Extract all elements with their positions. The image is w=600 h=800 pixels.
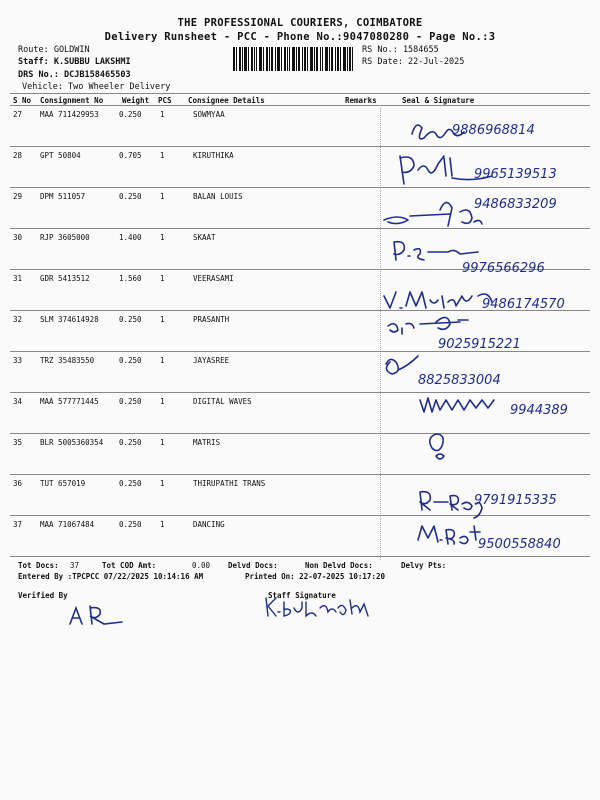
delvy-pts-label: Delvy Pts:	[401, 561, 447, 570]
row-consignee: BALAN LOUIS	[193, 192, 243, 201]
row-consignment: GDR 5413512	[40, 274, 90, 283]
col-weight: Weight	[122, 96, 150, 105]
row-weight: 0.250	[119, 110, 142, 119]
svg-text:9025915221: 9025915221	[438, 337, 521, 352]
row-sno: 28	[13, 151, 23, 160]
row-consignee: THIRUPATHI TRANS	[193, 479, 266, 488]
row-sno: 29	[13, 192, 23, 201]
verified-by-label: Verified By	[18, 591, 68, 600]
row-weight: 0.250	[119, 438, 142, 447]
vehicle-field: Vehicle: Two Wheeler Delivery	[22, 82, 171, 92]
row-sno: 34	[13, 397, 23, 406]
staff-signature-label: Staff Signature	[268, 591, 336, 600]
handwritten-signatures	[370, 100, 595, 560]
row-sno: 33	[13, 356, 23, 365]
row-weight: 1.560	[119, 274, 142, 283]
col-seal-signature: Seal & Signature	[402, 96, 475, 105]
drs-field: DRS No.: DCJB158465503	[18, 70, 131, 80]
row-pcs: 1	[160, 397, 165, 406]
row-consignment: RJP 3605000	[40, 233, 90, 242]
row-consignee: SOWMYAA	[193, 110, 225, 119]
staff-field: Staff: K.SUBBU LAKSHMI	[18, 57, 131, 67]
row-consignment: TUT 657019	[40, 479, 86, 488]
row-sno: 37	[13, 520, 23, 529]
row-pcs: 1	[160, 151, 165, 160]
row-consignee: PRASANTH	[193, 315, 230, 324]
tot-cod-value: 0.00	[192, 561, 211, 570]
barcode	[233, 47, 353, 71]
row-consignee: MATRIS	[193, 438, 221, 447]
row-consignee: KIRUTHIKA	[193, 151, 234, 160]
row-pcs: 1	[160, 356, 165, 365]
row-weight: 0.250	[119, 397, 142, 406]
row-sno: 35	[13, 438, 23, 447]
row-pcs: 1	[160, 192, 165, 201]
col-remarks: Remarks	[345, 96, 377, 105]
svg-text:9486833209: 9486833209	[474, 197, 557, 212]
row-consignment: SLM 374614928	[40, 315, 99, 324]
row-pcs: 1	[160, 274, 165, 283]
rs-no-field: RS No.: 1584655	[362, 45, 439, 55]
row-consignment: MAA 577771445	[40, 397, 99, 406]
svg-text:9944389: 9944389	[510, 403, 568, 418]
header-rule-top	[10, 93, 590, 94]
runsheet-subtitle: Delivery Runsheet - PCC - Phone No.:9047080280 - Page No.:3	[104, 31, 496, 43]
row-weight: 0.705	[119, 151, 142, 160]
col-pcs: PCS	[158, 96, 172, 105]
tot-docs-value: 37	[70, 561, 80, 570]
row-sno: 31	[13, 274, 23, 283]
row-weight: 0.250	[119, 192, 142, 201]
row-pcs: 1	[160, 479, 165, 488]
non-delvd-docs-label: Non Delvd Docs:	[305, 561, 373, 570]
row-sno: 27	[13, 110, 23, 119]
row-consignment: TRZ 35483550	[40, 356, 95, 365]
row-sno: 30	[13, 233, 23, 242]
row-pcs: 1	[160, 438, 165, 447]
company-title: THE PROFESSIONAL COURIERS, COIMBATORE	[177, 17, 423, 29]
svg-text:9500558840: 9500558840	[478, 537, 561, 552]
row-weight: 0.250	[119, 356, 142, 365]
svg-text:8825833004: 8825833004	[418, 373, 501, 388]
row-pcs: 1	[160, 110, 165, 119]
row-weight: 0.250	[119, 315, 142, 324]
staff-signature-handwriting	[262, 594, 382, 620]
svg-text:9791915335: 9791915335	[474, 493, 557, 508]
row-pcs: 1	[160, 233, 165, 242]
row-consignee: DANCING	[193, 520, 225, 529]
row-consignee: SKAAT	[193, 233, 216, 242]
svg-text:9486174570: 9486174570	[482, 297, 565, 312]
row-pcs: 1	[160, 520, 165, 529]
row-sno: 36	[13, 479, 23, 488]
row-consignment: BLR 5005360354	[40, 438, 104, 447]
row-weight: 0.250	[119, 520, 142, 529]
row-consignment: MAA 71067484	[40, 520, 95, 529]
svg-text:9965139513: 9965139513	[474, 167, 557, 182]
verified-by-signature	[60, 600, 140, 630]
delvd-docs-label: Delvd Docs:	[228, 561, 278, 570]
route-field: Route: GOLDWIN	[18, 45, 90, 55]
printed-on: Printed On: 22-07-2025 10:17:20	[245, 572, 385, 581]
svg-text:9976566296: 9976566296	[462, 261, 545, 276]
row-consignment: MAA 711429953	[40, 110, 99, 119]
row-sno: 32	[13, 315, 23, 324]
row-weight: 0.250	[119, 479, 142, 488]
row-consignment: DPM 511057	[40, 192, 86, 201]
row-consignee: VEERASAMI	[193, 274, 234, 283]
row-pcs: 1	[160, 315, 165, 324]
tot-docs-label: Tot Docs:	[18, 561, 59, 570]
row-consignee: JAYASREE	[193, 356, 230, 365]
entered-by: Entered By :TPCPCC 07/22/2025 10:14:16 AM	[18, 572, 204, 581]
col-consignee: Consignee Details	[188, 96, 265, 105]
row-consignment: GPT 50804	[40, 151, 81, 160]
col-sno: S No	[13, 96, 32, 105]
row-consignee: DIGITAL WAVES	[193, 397, 252, 406]
row-weight: 1.400	[119, 233, 142, 242]
svg-text:9886968814: 9886968814	[452, 123, 535, 138]
rs-date-field: RS Date: 22-Jul-2025	[362, 57, 465, 67]
tot-cod-label: Tot COD Amt:	[102, 561, 157, 570]
col-consignment: Consignment No	[40, 96, 104, 105]
